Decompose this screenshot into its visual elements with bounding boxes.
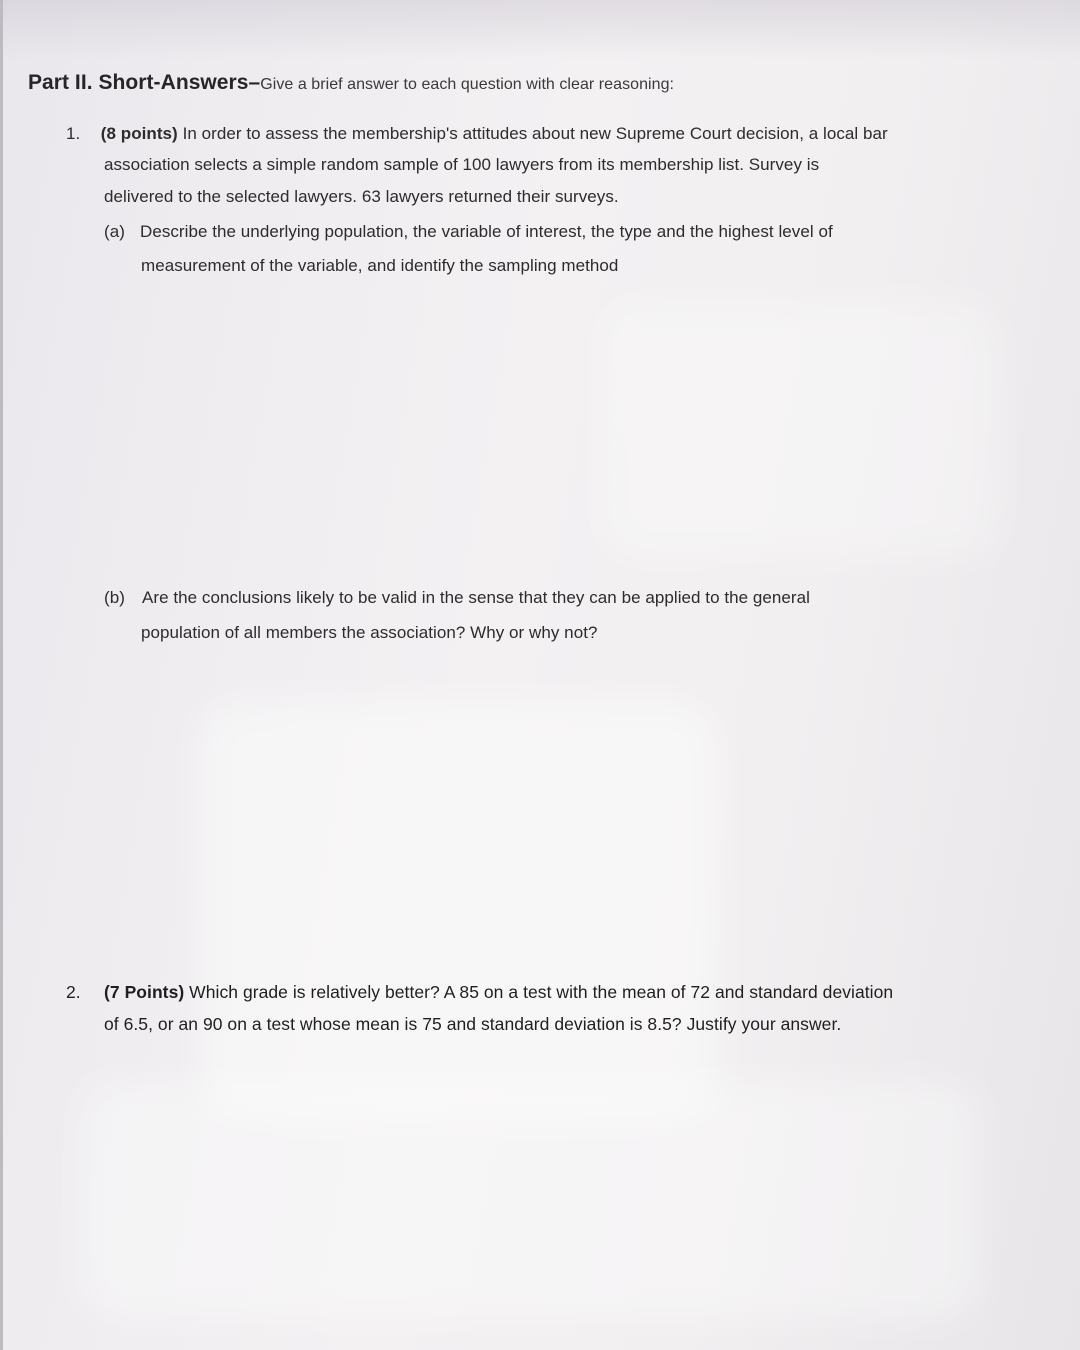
question-2-line-2: of 6.5, or an 90 on a test whose mean is 75 and standard deviation is 8.5? Justify your answer. (104, 1014, 842, 1034)
part-b-line-1 (104, 587, 810, 609)
photo-shadow-top (0, 0, 1080, 60)
answer-space-2 (104, 1050, 1004, 1330)
question-1-line-2: association selects a simple random sample of 100 lawyers from its membership list. Survey is (104, 155, 820, 174)
answer-space-b (104, 660, 1004, 950)
section-title: Short-Answers– (98, 71, 261, 94)
part-b-label: (b) (104, 588, 125, 607)
question-1-number: 1. (66, 124, 81, 143)
question-2-text: Which grade is relatively better? A 85 on a test with the mean of 72 and standard deviation (189, 982, 894, 1002)
answer-space-a (104, 290, 1004, 570)
question-2-points: (7 Points) (104, 982, 185, 1002)
part-label: Part II. (28, 71, 93, 94)
part-a-label: (a) (104, 222, 125, 241)
question-2-number: 2. (66, 982, 81, 1002)
part-b-text: Are the conclusions likely to be valid in the sense that they can be applied to the general (142, 588, 810, 607)
question-1-text: In order to assess the membership's attitudes about new Supreme Court decision, a local bar (182, 124, 888, 143)
question-2-line-1 (66, 981, 893, 1003)
question-1-line-3: delivered to the selected lawyers. 63 lawyers returned their surveys. (104, 187, 619, 206)
part-b-line-2: population of all members the association? Why or why not? (141, 623, 598, 642)
part-a-line-1 (104, 221, 833, 243)
photo-edge-left (0, 0, 3, 1350)
section-heading (28, 70, 674, 98)
part-a-text: Describe the underlying population, the variable of interest, the type and the highest level of (140, 222, 833, 241)
part-a-line-2: measurement of the variable, and identify the sampling method (141, 256, 619, 275)
question-1-line-1 (66, 123, 888, 145)
section-instruction: Give a brief answer to each question with clear reasoning: (260, 76, 675, 93)
question-1-points: (8 points) (100, 124, 178, 143)
